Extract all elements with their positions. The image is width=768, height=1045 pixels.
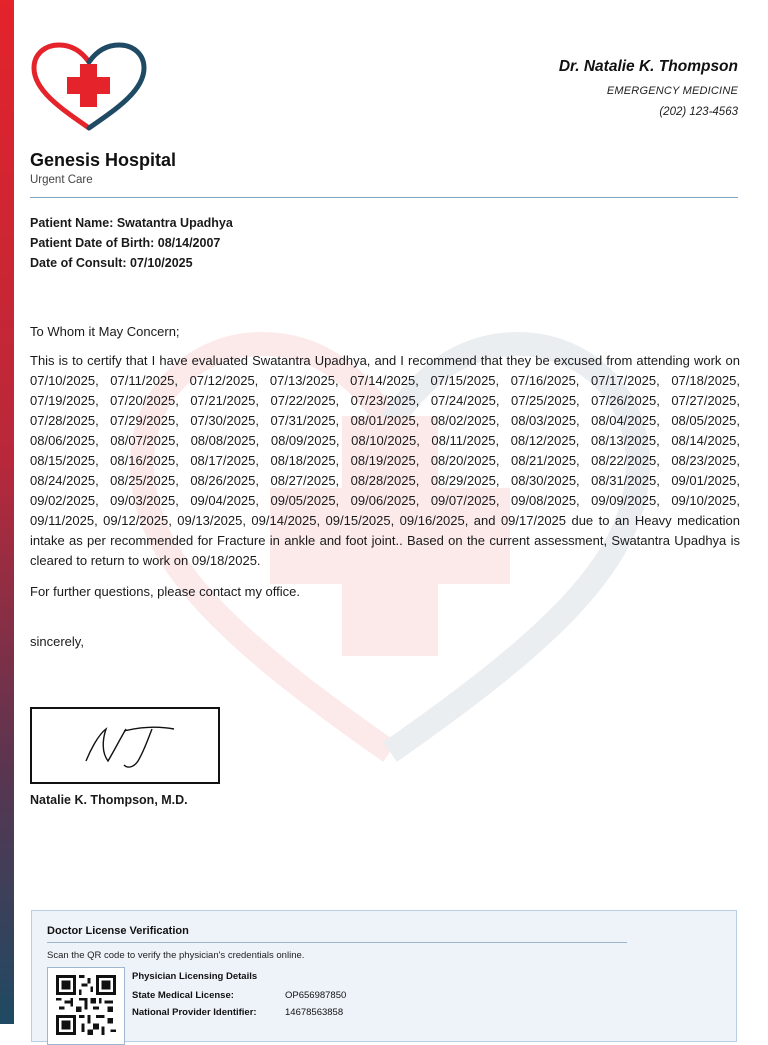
qr-code[interactable] xyxy=(47,967,125,1045)
consult-date: Date of Consult: 07/10/2025 xyxy=(30,256,193,270)
verification-subtitle: Scan the QR code to verify the physician's credentials online. xyxy=(47,950,305,961)
signer-name: Natalie K. Thompson, M.D. xyxy=(30,793,188,807)
licensing-details-title: Physician Licensing Details xyxy=(132,971,258,982)
doctor-header xyxy=(559,58,738,118)
verification-divider xyxy=(47,942,627,943)
patient-name: Patient Name: Swatantra Upadhya xyxy=(30,216,233,230)
license-verification-panel xyxy=(31,910,737,1042)
letter-further-questions: For further questions, please contact my office. xyxy=(30,584,301,599)
heart-cross-logo-icon xyxy=(30,42,148,134)
state-license-label: State Medical License: xyxy=(132,990,234,1001)
signature-initials-icon xyxy=(72,717,182,773)
hospital-department: Urgent Care xyxy=(30,174,93,186)
signature-box xyxy=(30,707,220,784)
state-license-value: OP656987850 xyxy=(285,990,347,1001)
patient-dob: Patient Date of Birth: 08/14/2007 xyxy=(30,236,221,250)
side-accent-bar xyxy=(0,0,14,1024)
license-row xyxy=(132,1007,346,1024)
license-row xyxy=(132,990,346,1007)
header-divider xyxy=(30,197,738,198)
hospital-block xyxy=(30,150,176,186)
verification-title: Doctor License Verification xyxy=(47,925,189,937)
qr-code-icon xyxy=(56,975,116,1035)
npi-value: 14678563858 xyxy=(285,1007,344,1018)
patient-info xyxy=(30,213,233,273)
doctor-phone: (202) 123-4563 xyxy=(659,106,738,118)
npi-label: National Provider Identifier: xyxy=(132,1007,257,1018)
letter-paragraph: This is to certify that I have evaluated Swatantra Upadhya, and I recommend that they be excused from attending work on 07/10/2025, 07/11/2025, 07/12/2025, 07/13/2025, 07/14/2025, 07/15/2025, 07/16/2025, 07/17/2025, 07/18/2025, 07/19/2025, 07/20/2025, 07/21/2025, 07/22/2025, 07/23/2025, 07/24/2025, 07/25/2025, 07/26/2025, 07/27/2025, 07/28/2025, 07/29/2025, 07/30/2025, 07/31/2025, 08/01/2025, 08/02/2025, 08/03/2025, 08/04/2025, 08/05/2025, 08/06/2025, 08/07/2025, 08/08/2025, 08/09/2025, 08/10/2025, 08/11/2025, 08/12/2025, 08/13/2025, 08/14/2025, 08/15/2025, 08/16/2025, 08/17/2025, 08/18/2025, 08/19/2025, 08/20/2025, 08/21/2025, 08/22/2025, 08/23/2025, 08/24/2025, 08/25/2025, 08/26/2025, 08/27/2025, 08/28/2025, 08/29/2025, 08/30/2025, 08/31/2025, 09/01/2025, 09/02/2025, 09/03/2025, 09/04/2025, 09/05/2025, 09/06/2025, 09/07/2025, 09/08/2025, 09/09/2025, 09/10/2025, 09/11/2025, 09/12/2025, 09/13/2025, 09/14/2025, 09/15/2025, 09/16/2025, and 09/17/2025 due to an Heavy medication intake as per recommended for Fracture in ankle and foot joint.. Based on the current assessment, Swatantra Upadhya is cleared to return to work on 09/18/2025. xyxy=(30,353,740,568)
letter-greeting: To Whom it May Concern; xyxy=(30,324,180,339)
hospital-name: Genesis Hospital xyxy=(30,150,177,170)
doctor-name: Dr. Natalie K. Thompson xyxy=(558,58,738,75)
letter-closing: sincerely, xyxy=(30,634,84,649)
doctor-specialty: EMERGENCY MEDICINE xyxy=(606,85,738,97)
letter-body xyxy=(30,322,740,663)
licensing-details xyxy=(132,971,346,1024)
